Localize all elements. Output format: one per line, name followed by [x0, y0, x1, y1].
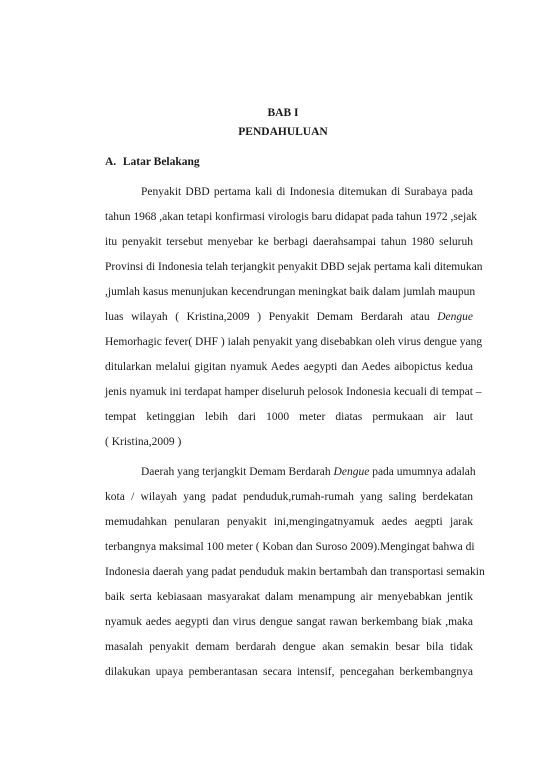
paragraph-text: luas wilayah ( Kristina,2009 ) Penyakit Demam Berdarah atau	[105, 311, 430, 323]
paragraph-line: tempat ketinggian lebih dari 1000 meter diatas permukaan air laut	[105, 411, 473, 423]
section-heading	[105, 155, 200, 169]
italic-term: Dengue	[333, 466, 370, 478]
paragraph-line: memudahkan penularan penyakit ini,mengingatnyamuk aedes aegpti jarak	[105, 516, 473, 528]
paragraph-line: ( Kristina,2009 )	[105, 436, 182, 448]
paragraph-line-with-italic	[141, 465, 476, 479]
chapter-title: PENDAHULUAN	[238, 126, 328, 138]
paragraph-text: Daerah yang terjangkit Demam Berdarah	[141, 466, 331, 478]
paragraph-line: nyamuk aedes aegypti dan virus dengue sangat rawan berkembang biak ,maka	[105, 616, 473, 628]
chapter-number: BAB I	[267, 107, 299, 119]
paragraph-line: Penyakit DBD pertama kali di Indonesia ditemukan di Surabaya pada	[141, 186, 473, 198]
paragraph-text: pada umumnya adalah	[372, 466, 476, 478]
paragraph-line: Hemorhagic fever( DHF ) ialah penyakit yang disebabkan oleh virus dengue yang	[105, 336, 483, 348]
paragraph-line: jenis nyamuk ini terdapat hamper diseluruh pelosok Indonesia kecuali di tempat –	[105, 386, 482, 398]
paragraph-line: ,jumlah kasus menunjukan kecendrungan meningkat baik dalam jumlah maupun	[105, 286, 476, 298]
paragraph-line: dilakukan upaya pemberantasan secara intensif, pencegahan berkembangnya	[105, 666, 473, 678]
paragraph-line: masalah penyakit demam berdarah dengue akan semakin besar bila tidak	[105, 641, 473, 653]
paragraph-line: Indonesia daerah yang padat penduduk makin bertambah dan transportasi semakin	[105, 566, 485, 578]
paragraph-line: ditularkan melalui gigitan nyamuk Aedes aegypti dan Aedes aibopictus kedua	[105, 361, 473, 373]
paragraph-line-with-italic	[105, 310, 473, 324]
italic-term: Dengue	[437, 311, 473, 323]
paragraph-line: itu penyakit tersebut menyebar ke berbagi daerahsampai tahun 1980 seluruh	[105, 236, 473, 248]
section-title: Latar Belakang	[122, 156, 200, 168]
section-number: A.	[105, 156, 117, 168]
paragraph-line: tahun 1968 ,akan tetapi konfirmasi virologis baru didapat pada tahun 1972 ,sejak	[105, 211, 478, 223]
paragraph-line: kota / wilayah yang padat penduduk,rumah-rumah yang saling berdekatan	[105, 491, 473, 503]
paragraph-line: Provinsi di Indonesia telah terjangkit penyakit DBD sejak pertama kali ditemukan	[105, 261, 483, 273]
paragraph-line: terbangnya maksimal 100 meter ( Koban dan Suroso 2009).Mengingat bahwa di	[105, 541, 475, 553]
paragraph-line: baik serta kebiasaan masyarakat dalam menampung air menyebabkan jentik	[105, 591, 473, 603]
